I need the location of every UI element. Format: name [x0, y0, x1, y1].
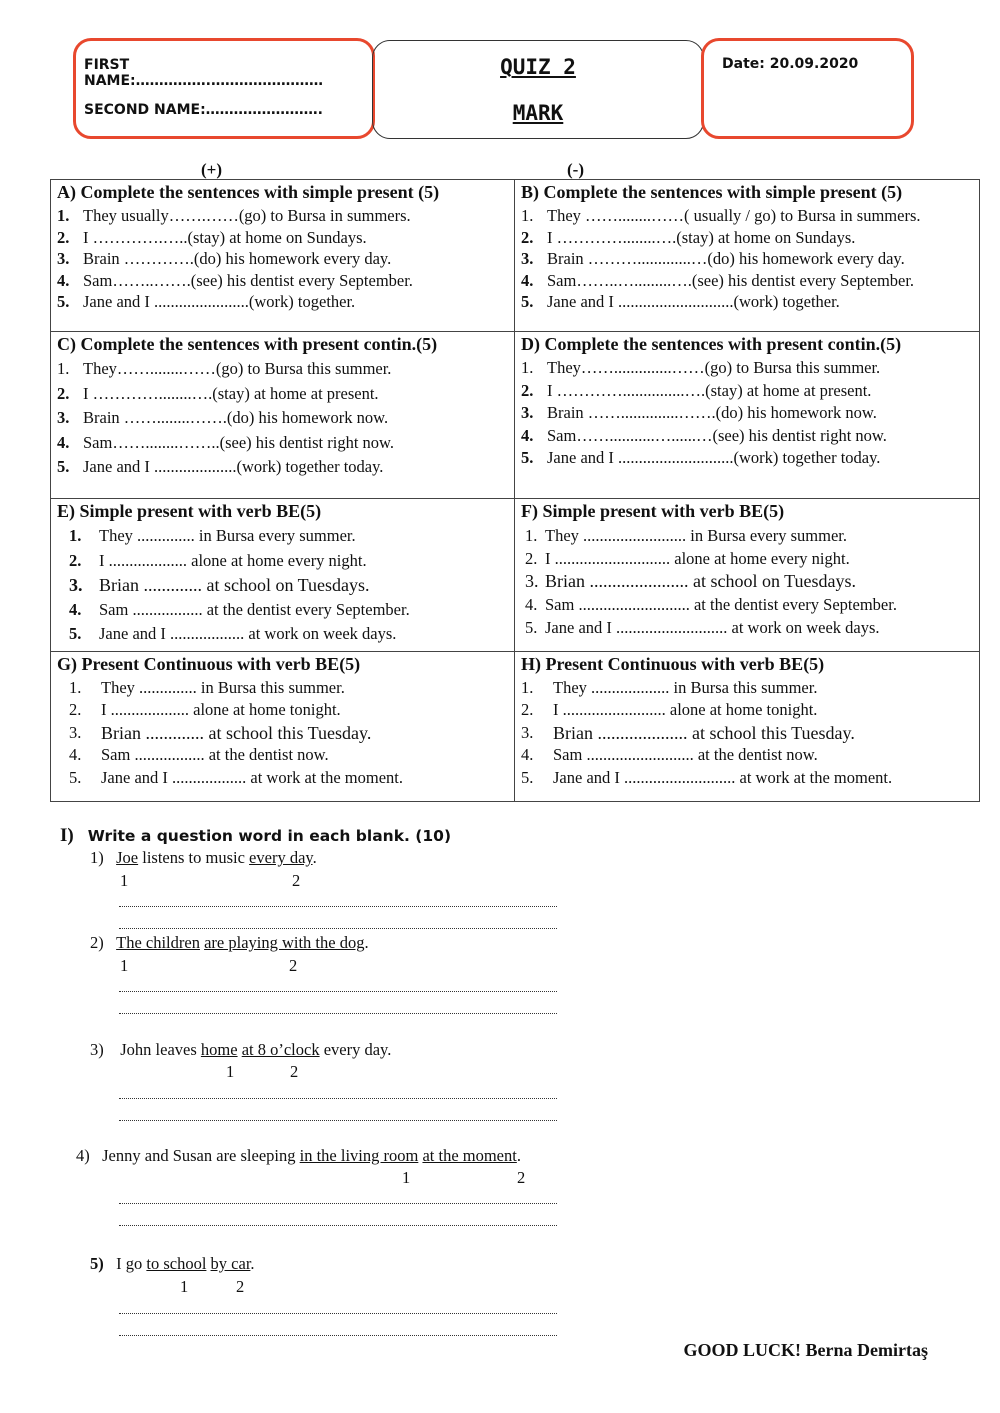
mark-label: MARK: [512, 101, 564, 125]
underline-part-2: at 8 o’clock: [241, 1040, 320, 1059]
answer-line[interactable]: [119, 1120, 557, 1121]
date-text: Date: 20.09.2020: [722, 56, 859, 72]
item-number: 5.: [69, 767, 82, 787]
item-number: 5.: [57, 292, 70, 311]
blank-sentence[interactable]: I …………........….(stay) at home on Sundays.: [547, 227, 856, 247]
label-1: 1: [120, 871, 129, 890]
label-2: 2: [289, 956, 298, 975]
item-number: 5.: [521, 448, 534, 467]
blank-sentence[interactable]: Jane and I .................. at work at the moment.: [101, 767, 403, 787]
label-2: 2: [236, 1277, 245, 1296]
question-number: 5): [90, 1254, 104, 1273]
question-text: Jenny and Susan are sleeping: [102, 1146, 300, 1165]
underline-part-1: Joe: [116, 848, 139, 867]
section-d: [515, 332, 980, 499]
question-text: every day.: [319, 1040, 392, 1059]
part-i-number: I): [60, 825, 74, 846]
second-name-field[interactable]: SECOND NAME:…………………….: [84, 102, 323, 118]
item-number: 4.: [521, 425, 534, 445]
item-number: 1.: [521, 206, 534, 225]
minus-sign: (-): [567, 160, 584, 179]
quiz-title-box: [372, 40, 704, 139]
blank-sentence[interactable]: I …………...............….(stay) at home at present.: [547, 380, 872, 400]
part-i-instructions: Write a question word in each blank. (10): [87, 827, 452, 845]
blank-sentence[interactable]: Jane and I ....................(work) together today.: [83, 457, 384, 476]
blank-sentence[interactable]: Sam……...........…......…(see) his dentist right now.: [547, 425, 887, 445]
blank-sentence[interactable]: Brain ……........…….(do) his homework now.: [83, 408, 389, 427]
question-number: 2): [90, 933, 104, 952]
answer-line[interactable]: [119, 1098, 557, 1099]
blank-sentence[interactable]: Jane and I .......................(work) together.: [83, 292, 356, 311]
blank-sentence[interactable]: Brian .................... at school this Tuesday.: [553, 722, 855, 743]
blank-sentence[interactable]: I …………........….(stay) at home at present.: [83, 383, 379, 403]
blank-sentence[interactable]: I ......................... alone at home tonight.: [553, 700, 818, 719]
item-number: 3.: [69, 722, 82, 742]
item-number: 1.: [69, 677, 82, 697]
blank-sentence[interactable]: They usually…….……(go) to Bursa in summers.: [83, 206, 411, 225]
blank-sentence[interactable]: Sam ........................... at the dentist every September.: [545, 595, 897, 614]
name-box: [73, 38, 375, 139]
blank-sentence[interactable]: They .............. in Bursa every summer.: [99, 526, 356, 545]
label-2: 2: [290, 1062, 299, 1081]
blank-sentence[interactable]: I ............................ alone at home every night.: [545, 549, 850, 568]
blank-sentence[interactable]: Sam……........……..(see) his dentist right now.: [83, 432, 395, 452]
blank-sentence[interactable]: Brain ……..............…….(do) his homework now.: [547, 403, 877, 422]
item-number: 3.: [521, 249, 534, 268]
first-name-field[interactable]: FIRST NAME:…………….……………………: [84, 57, 323, 89]
blank-sentence[interactable]: I ................... alone at home tonight.: [101, 700, 341, 719]
item-number: 1.: [57, 359, 70, 378]
blank-sentence[interactable]: They ……........……( usually / go) to Bursa in summers.: [547, 206, 921, 225]
blank-sentence[interactable]: Sam ................. at the dentist now.: [101, 745, 329, 764]
label-2: 2: [517, 1168, 526, 1187]
item-number: 2.: [521, 380, 534, 400]
blank-sentence[interactable]: Jane and I ........................... at work at the moment.: [553, 767, 893, 787]
item-number: 2.: [525, 549, 538, 568]
question-4: [76, 1146, 521, 1166]
blank-sentence[interactable]: Brain ……….............…(do) his homework every day.: [547, 249, 905, 268]
item-number: 4.: [57, 270, 70, 290]
answer-line[interactable]: [119, 1335, 557, 1336]
part-i-heading: [60, 825, 451, 847]
blank-sentence[interactable]: I ………….…..(stay) at home on Sundays.: [83, 227, 367, 247]
blank-sentence[interactable]: Jane and I .................. at work on week days.: [99, 624, 397, 643]
question-5: [90, 1254, 255, 1274]
good-luck-signature: GOOD LUCK! Berna Demirtaş: [683, 1340, 928, 1360]
item-number: 4.: [521, 745, 534, 764]
item-number: 2.: [57, 227, 70, 247]
answer-line[interactable]: [119, 906, 557, 907]
section-e: [51, 499, 515, 652]
item-number: 2.: [69, 700, 82, 719]
item-number: 1.: [521, 358, 534, 377]
section-h: [515, 651, 980, 801]
section-f: [515, 499, 980, 652]
underline-part-2: by car: [210, 1254, 251, 1273]
question-number: 3): [90, 1040, 104, 1059]
label-1: 1: [120, 956, 129, 975]
section-title: B) Complete the sentences with simple present (5): [521, 182, 903, 202]
section-title: H) Present Continuous with verb BE(5): [521, 653, 825, 674]
item-number: 4.: [57, 432, 70, 452]
item-number: 4.: [69, 599, 82, 619]
blank-sentence[interactable]: They ................... in Bursa this summer.: [553, 677, 818, 697]
item-number: 5.: [57, 457, 70, 476]
section-title: E) Simple present with verb BE(5): [57, 501, 322, 521]
blank-sentence[interactable]: Brian ............. at school on Tuesdays.: [99, 575, 370, 595]
answer-line[interactable]: [119, 1013, 557, 1014]
section-title: G) Present Continuous with verb BE(5): [57, 653, 361, 674]
question-text: listens to music: [138, 848, 250, 867]
blank-sentence[interactable]: Jane and I ........................... at work on week days.: [545, 618, 880, 637]
plus-sign: (+): [201, 160, 223, 179]
question-1: [90, 848, 317, 868]
blank-sentence[interactable]: They .............. in Bursa this summer.: [101, 677, 345, 697]
item-number: 3.: [69, 575, 83, 595]
question-text: .: [364, 933, 369, 952]
answer-line[interactable]: [119, 928, 557, 929]
label-1: 1: [402, 1168, 411, 1187]
date-box: [701, 38, 914, 139]
question-2: [90, 933, 369, 953]
answer-line[interactable]: [119, 991, 557, 992]
underline-part-1: in the living room: [299, 1146, 419, 1165]
blank-sentence[interactable]: Sam……..…….(see) his dentist every September.: [83, 270, 413, 290]
item-number: 1.: [57, 206, 70, 225]
underline-part-2: are playing with the dog: [204, 933, 365, 952]
item-number: 5.: [521, 767, 534, 787]
item-number: 3.: [521, 722, 534, 742]
item-number: 5.: [69, 624, 82, 643]
blank-sentence[interactable]: Sam……..….........….(see) his dentist every September.: [547, 270, 915, 290]
item-number: 1.: [525, 526, 538, 545]
item-number: 4.: [525, 595, 538, 614]
label-2: 2: [292, 871, 301, 890]
question-number: 1): [90, 848, 104, 867]
section-a: [51, 180, 515, 332]
item-number: 2.: [69, 550, 82, 570]
item-number: 3.: [525, 571, 539, 591]
underline-part-1: to school: [146, 1254, 207, 1273]
blank-sentence[interactable]: Sam .......................... at the dentist now.: [553, 745, 818, 764]
item-number: 4.: [69, 745, 82, 764]
blank-sentence[interactable]: Brian ...................... at school on Tuesdays.: [545, 571, 857, 591]
question-text: .: [312, 848, 317, 867]
question-text: John leaves: [120, 1040, 201, 1059]
underline-part-2: every day: [249, 848, 313, 867]
item-number: 2.: [57, 383, 70, 403]
question-number: 4): [76, 1146, 90, 1165]
underline-part-1: home: [200, 1040, 238, 1059]
section-title: C) Complete the sentences with present contin.(5): [57, 334, 438, 354]
section-title: F) Simple present with verb BE(5): [521, 501, 785, 521]
question-text: I go: [116, 1254, 147, 1273]
blank-sentence[interactable]: Brian ............. at school this Tuesday.: [101, 722, 372, 743]
question-3: [90, 1040, 391, 1060]
item-number: 2.: [521, 227, 534, 247]
item-number: 5.: [521, 292, 534, 311]
section-title: A) Complete the sentences with simple present (5): [57, 182, 440, 202]
blank-sentence[interactable]: Sam ................. at the dentist every September.: [99, 599, 410, 619]
blank-sentence[interactable]: Jane and I ............................(work) together today.: [547, 448, 881, 467]
item-number: 3.: [57, 249, 70, 268]
underline-part-2: at the moment: [422, 1146, 517, 1165]
section-c: [51, 332, 515, 499]
item-number: 1.: [69, 526, 82, 545]
underline-part-1: The children: [116, 933, 200, 952]
blank-sentence[interactable]: They……........……(go) to Bursa this summer.: [83, 359, 392, 378]
blank-sentence[interactable]: Brain ………….(do) his homework every day.: [83, 249, 392, 268]
question-text: .: [516, 1146, 521, 1165]
blank-sentence[interactable]: Jane and I ............................(work) together.: [547, 292, 840, 311]
item-number: 4.: [521, 270, 534, 290]
item-number: 5.: [525, 618, 538, 637]
label-1: 1: [180, 1277, 189, 1296]
label-1: 1: [226, 1062, 235, 1081]
exercise-table: [50, 179, 980, 802]
section-b: [515, 180, 980, 332]
question-text: .: [250, 1254, 255, 1273]
item-number: 1.: [521, 677, 534, 697]
blank-sentence[interactable]: They ......................... in Bursa every summer.: [545, 526, 847, 545]
blank-sentence[interactable]: I ................... alone at home every night.: [99, 550, 367, 570]
section-title: D) Complete the sentences with present contin.(5): [521, 334, 902, 354]
answer-line[interactable]: [119, 1225, 557, 1226]
quiz-title: QUIZ 2: [500, 55, 576, 79]
section-g: [51, 651, 515, 801]
blank-sentence[interactable]: They……..............……(go) to Bursa this summer.: [547, 358, 881, 377]
item-number: 2.: [521, 700, 534, 719]
answer-line[interactable]: [119, 1313, 557, 1314]
item-number: 3.: [57, 408, 70, 427]
item-number: 3.: [521, 403, 534, 422]
answer-line[interactable]: [119, 1203, 557, 1204]
